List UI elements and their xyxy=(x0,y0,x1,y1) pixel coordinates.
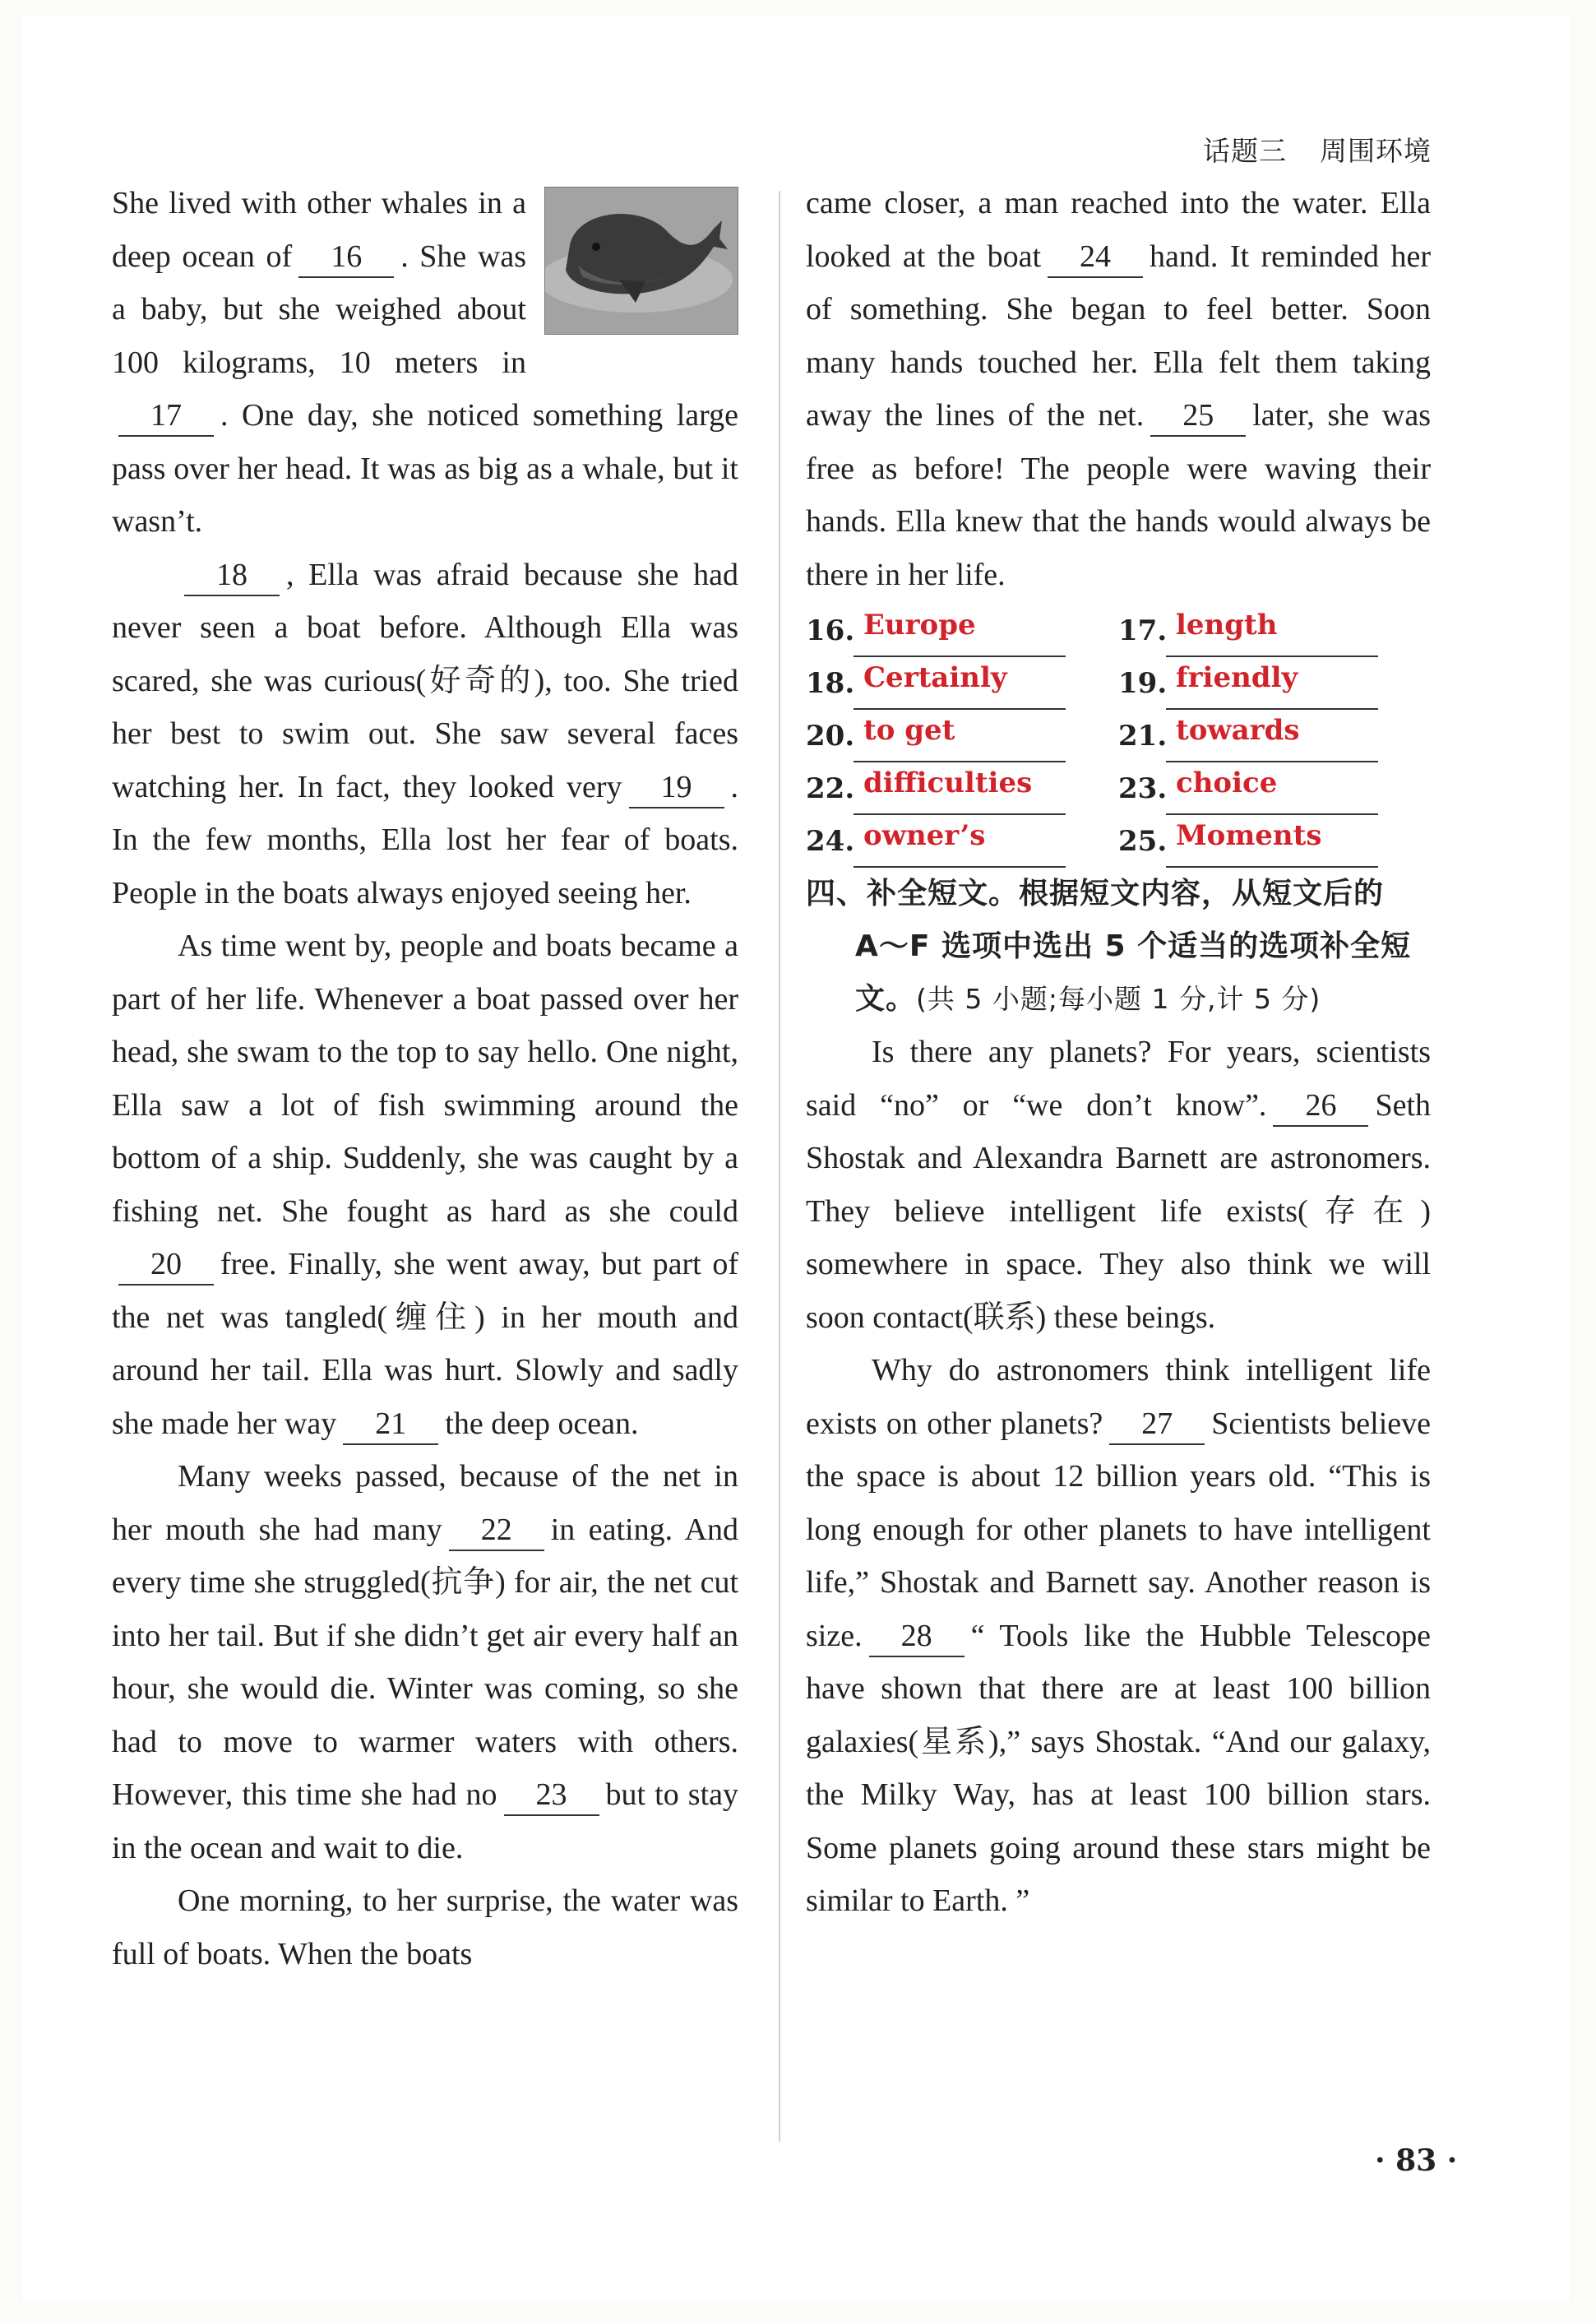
blank-18: 18 xyxy=(184,555,280,596)
text-segment: “ Tools like the Hubble Telescope have shown that there are at least 100 billion galaxies(星系),” says Shostak. “And our galaxy, the Milky Way, has at least 100 billion stars. Some planets going around these stars might be similar to Earth. ” xyxy=(806,1618,1431,1918)
answer-22 xyxy=(806,762,1112,815)
passage-2-paragraph-2 xyxy=(806,1344,1431,1928)
answer-number: 23. xyxy=(1118,772,1168,805)
answer-19 xyxy=(1118,657,1424,710)
heading-line-3: 文。 xyxy=(855,982,917,1016)
blank-26: 26 xyxy=(1273,1086,1368,1127)
text-segment: Is there any planets? For years, scientists said “no” or “we don’t know”. xyxy=(806,1035,1431,1123)
blank-22: 22 xyxy=(449,1510,544,1551)
answer-number: 16. xyxy=(806,614,855,647)
answer-number: 19. xyxy=(1118,667,1168,700)
section-heading xyxy=(806,868,1431,1026)
text-segment: Seth Shostak and Alexandra Barnett are astronomers. They believe intelligent life exists(存在) somewhere in space. They also think we will soon contact(联系) these beings. xyxy=(806,1087,1431,1335)
answer-value: towards xyxy=(1166,710,1378,762)
text-segment: One morning, to her surprise, the water was full of boats. When the boats xyxy=(112,1883,738,1971)
text-segment: Many weeks passed, because of the net in her mouth she had many xyxy=(112,1459,738,1547)
text-segment: free. Finally, she went away, but part of the net was tangled(缠住) in her mouth and around her tail. Ella was hurt. Slowly and sadly she made her way xyxy=(112,1247,738,1441)
column-divider xyxy=(779,191,780,2142)
blank-17: 17 xyxy=(118,396,214,437)
answer-25 xyxy=(1118,815,1424,868)
text-segment: Why do astronomers think intelligent life exists on other planets? xyxy=(806,1353,1431,1441)
answer-value: length xyxy=(1166,605,1378,657)
answer-value: owner’s xyxy=(854,815,1066,868)
paragraph-1 xyxy=(112,177,738,549)
header-subject: 周围环境 xyxy=(1320,135,1432,167)
answer-value: Europe xyxy=(854,605,1066,657)
text-segment: . One day, she noticed something large pass over her head. It was as big as a whale, but it wasn’t. xyxy=(112,398,738,539)
answer-key xyxy=(806,605,1431,868)
blank-24: 24 xyxy=(1048,237,1143,278)
paragraph-5-start xyxy=(112,1874,738,1980)
blank-27: 27 xyxy=(1109,1404,1205,1445)
answer-20 xyxy=(806,710,1112,762)
whale-illustration xyxy=(544,187,738,335)
answer-24 xyxy=(806,815,1112,868)
whale-icon xyxy=(545,188,738,334)
answer-21 xyxy=(1118,710,1424,762)
answer-number: 18. xyxy=(806,667,855,700)
paragraph-4 xyxy=(112,1450,738,1874)
page-header xyxy=(1170,130,1432,169)
answer-18 xyxy=(806,657,1112,710)
answer-17 xyxy=(1118,605,1424,657)
text-segment: She lived with other whales in a deep ocean of xyxy=(112,186,526,274)
answer-value: choice xyxy=(1166,762,1378,815)
answer-row xyxy=(806,657,1431,710)
answer-number: 17. xyxy=(1118,614,1168,647)
answer-row xyxy=(806,605,1431,657)
paragraph-5-continued xyxy=(806,177,1431,601)
blank-25: 25 xyxy=(1150,396,1246,437)
right-column xyxy=(806,177,1431,1928)
blank-21: 21 xyxy=(343,1404,438,1445)
text-segment: . In the few months, Ella lost her fear of boats. People in the boats always enjoyed seeing her. xyxy=(112,769,738,910)
text-segment: hand. It reminded her of something. She began to feel better. Soon many hands touched her. Ella felt them taking away the lines of the net. xyxy=(806,239,1431,433)
answer-16 xyxy=(806,605,1112,657)
text-segment: . She was a baby, but she weighed about 100 kilograms, 10 meters in xyxy=(112,239,526,380)
blank-19: 19 xyxy=(629,767,724,808)
text-segment: the deep ocean. xyxy=(445,1406,639,1441)
answer-number: 24. xyxy=(806,825,855,858)
answer-value: Moments xyxy=(1166,815,1378,868)
answer-value: friendly xyxy=(1166,657,1378,710)
text-segment: Scientists believe the space is about 12 billion years old. “This is long enough for other planets to have intelligent life,” Shostak and Barnett say. Another reason is size. xyxy=(806,1406,1432,1653)
blank-23: 23 xyxy=(504,1775,599,1816)
answer-value: to get xyxy=(854,710,1066,762)
heading-line-2: A～F 选项中选出 5 个适当的选项补全短 xyxy=(855,929,1412,963)
page-number: · 83 · xyxy=(1375,2143,1458,2178)
paragraph-2 xyxy=(112,549,738,920)
text-segment: , Ella was afraid because she had never seen a boat before. Although Ella was scared, she was curious(好奇的), too. She tried her best to swim out. She saw several faces watching her. In fact, they looked very xyxy=(112,557,738,804)
heading-score-note: (共 5 小题;每小题 1 分,计 5 分) xyxy=(916,983,1321,1015)
text-segment: As time went by, people and boats became a part of her life. Whenever a boat passed over her head, she swam to the top to say hello. One night, Ella saw a lot of fish swimming around the bottom of a ship. Suddenly, she was caught by a fishing net. She fought as hard as she could xyxy=(112,929,738,1229)
answer-row xyxy=(806,762,1431,815)
answer-value: difficulties xyxy=(854,762,1066,815)
answer-number: 21. xyxy=(1118,720,1168,753)
text-segment: in eating. And every time she struggled(抗争) for air, the net cut into her tail. But if she didn’t get air every half an hour, she would die. Winter was coming, so she had to move to warmer waters with others. However, this time she had no xyxy=(112,1512,738,1812)
answer-row xyxy=(806,710,1431,762)
text-segment: but to stay in the ocean and wait to die. xyxy=(112,1777,739,1865)
paragraph-3 xyxy=(112,920,738,1450)
passage-2-paragraph-1 xyxy=(806,1026,1431,1344)
text-segment: later, she was free as before! The people were waving their hands. Ella knew that the hands would always be there in her life. xyxy=(806,398,1432,592)
blank-28: 28 xyxy=(869,1616,965,1657)
blank-20: 20 xyxy=(118,1244,214,1286)
answer-number: 22. xyxy=(806,772,855,805)
answer-row xyxy=(806,815,1431,868)
answer-value: Certainly xyxy=(854,657,1066,710)
answer-23 xyxy=(1118,762,1424,815)
answer-number: 20. xyxy=(806,720,855,753)
blank-16: 16 xyxy=(298,237,394,278)
heading-line-1: 四、补全短文。根据短文内容，从短文后的 xyxy=(806,877,1385,910)
answer-number: 25. xyxy=(1118,825,1168,858)
header-topic: 话题三 xyxy=(1203,135,1287,167)
left-column xyxy=(112,177,738,1980)
text-segment: came closer, a man reached into the water. Ella looked at the boat xyxy=(806,186,1431,274)
